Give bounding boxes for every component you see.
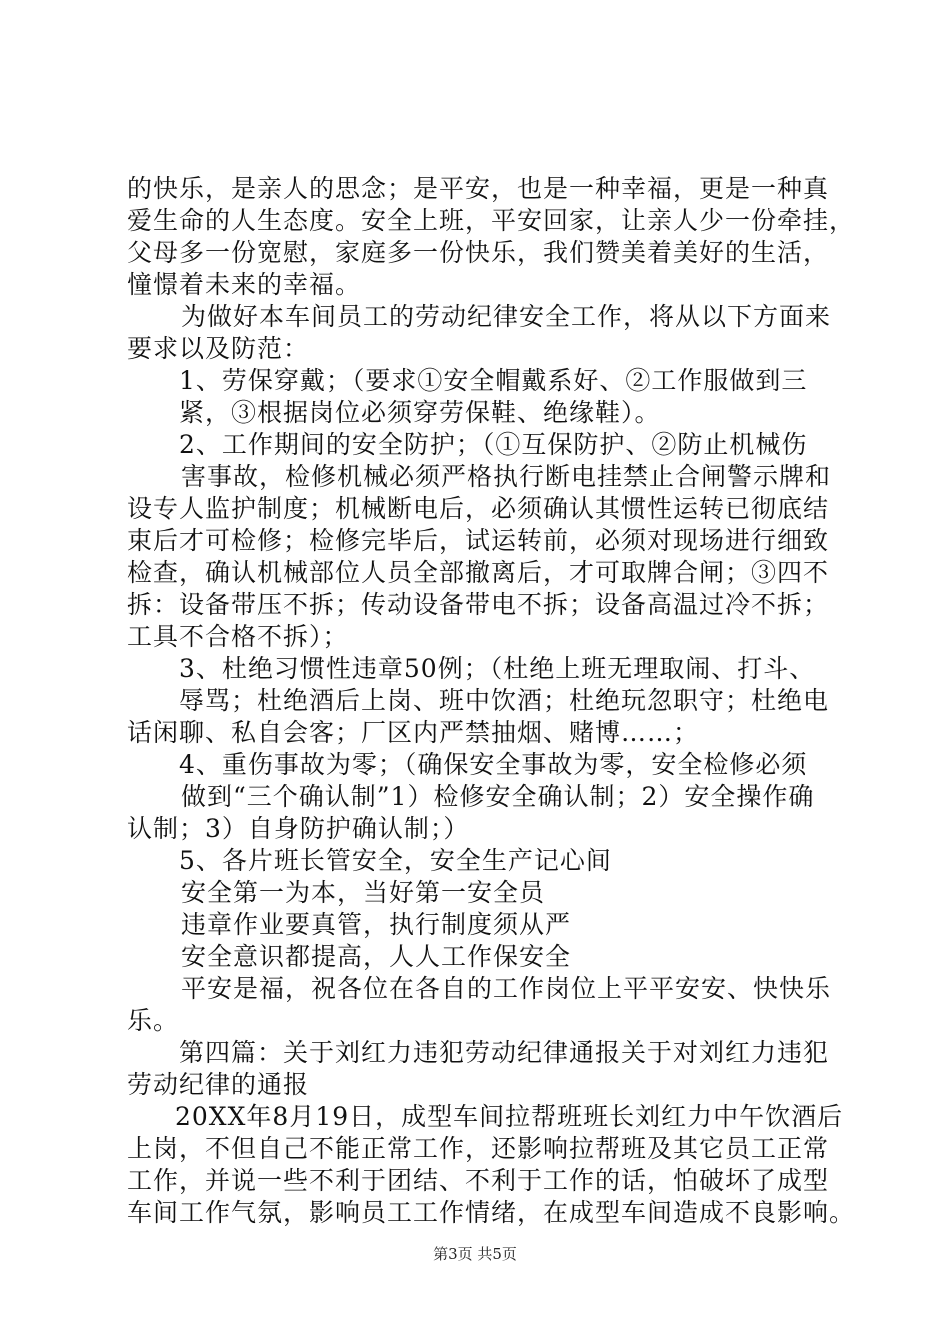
list-item-line: 2、工作期间的安全防护；（①互保防护、②防止机械伤	[179, 430, 808, 459]
text-line: 乐。	[127, 1006, 180, 1035]
text-line: 工具不合格不拆）；	[127, 622, 349, 651]
paragraph-line: 为做好本车间员工的劳动纪律安全工作，将从以下方面来	[181, 302, 832, 331]
text-line: 憧憬着未来的幸福。	[127, 270, 362, 299]
text-line: 话闲聊、私自会客；厂区内严禁抽烟、赌博……；	[127, 718, 700, 747]
text-line: 束后才可检修；检修完毕后，试运转前，必须对现场进行细致	[127, 526, 830, 555]
paragraph-line: 20XX年8月19日，成型车间拉帮班班长刘红力中午饮酒后	[175, 1102, 844, 1131]
text-line: 害事故，检修机械必须严格执行断电挂禁止合闸警示牌和	[181, 462, 832, 491]
text-line: 拆：设备带压不拆；传动设备带电不拆；设备高温过冷不拆；	[127, 590, 830, 619]
section-heading-line: 劳动纪律的通报	[127, 1070, 310, 1099]
list-item-line: 5、各片班长管安全，安全生产记心间	[179, 846, 612, 875]
text-line: 爱生命的人生态度。安全上班，平安回家，让亲人少一份牵挂，	[127, 206, 856, 235]
text-line: 的快乐，是亲人的思念；是平安，也是一种幸福，更是一种真	[127, 174, 830, 203]
text-line: 上岗，不但自己不能正常工作，还影响拉帮班及其它员工正常	[127, 1134, 830, 1163]
text-line: 做到“三个确认制”1）检修安全确认制；2）安全操作确	[181, 782, 815, 811]
text-line: 车间工作气氛，影响员工工作情绪，在成型车间造成不良影响。	[127, 1198, 856, 1227]
text-line: 设专人监护制度；机械断电后，必须确认其惯性运转已彻底结	[127, 494, 830, 523]
paragraph-line: 平安是福，祝各位在各自的工作岗位上平平安安、快快乐	[181, 974, 832, 1003]
text-line: 辱骂；杜绝酒后上岗、班中饮酒；杜绝玩忽职守；杜绝电	[179, 686, 830, 715]
text-line: 紧，③根据岗位必须穿劳保鞋、绝缘鞋）。	[179, 398, 661, 427]
text-line: 认制；3）自身防护确认制；）	[127, 814, 470, 843]
page-footer: 第3页 共5页	[433, 1245, 517, 1263]
text-line: 父母多一份宽慰，家庭多一份快乐，我们赞美着美好的生活，	[127, 238, 830, 267]
slogan-line: 违章作业要真管，执行制度须从严	[181, 910, 572, 939]
slogan-line: 安全第一为本，当好第一安全员	[181, 878, 546, 907]
list-item-line: 1、劳保穿戴；（要求①安全帽戴系好、②工作服做到三	[179, 366, 808, 395]
text-line: 要求以及防范：	[127, 334, 310, 363]
text-line: 工作，并说一些不利于团结、不利于工作的话，怕破坏了成型	[127, 1166, 830, 1195]
list-item-line: 3、杜绝习惯性违章50例；（杜绝上班无理取闹、打斗、	[179, 654, 816, 683]
slogan-line: 安全意识都提高，人人工作保安全	[181, 942, 572, 971]
text-line: 检查，确认机械部位人员全部撤离后，才可取牌合闸；③四不	[127, 558, 830, 587]
list-item-line: 4、重伤事故为零；（确保安全事故为零，安全检修必须	[179, 750, 808, 779]
section-heading-line: 第四篇：关于刘红力违犯劳动纪律通报关于对刘红力违犯	[179, 1038, 830, 1067]
